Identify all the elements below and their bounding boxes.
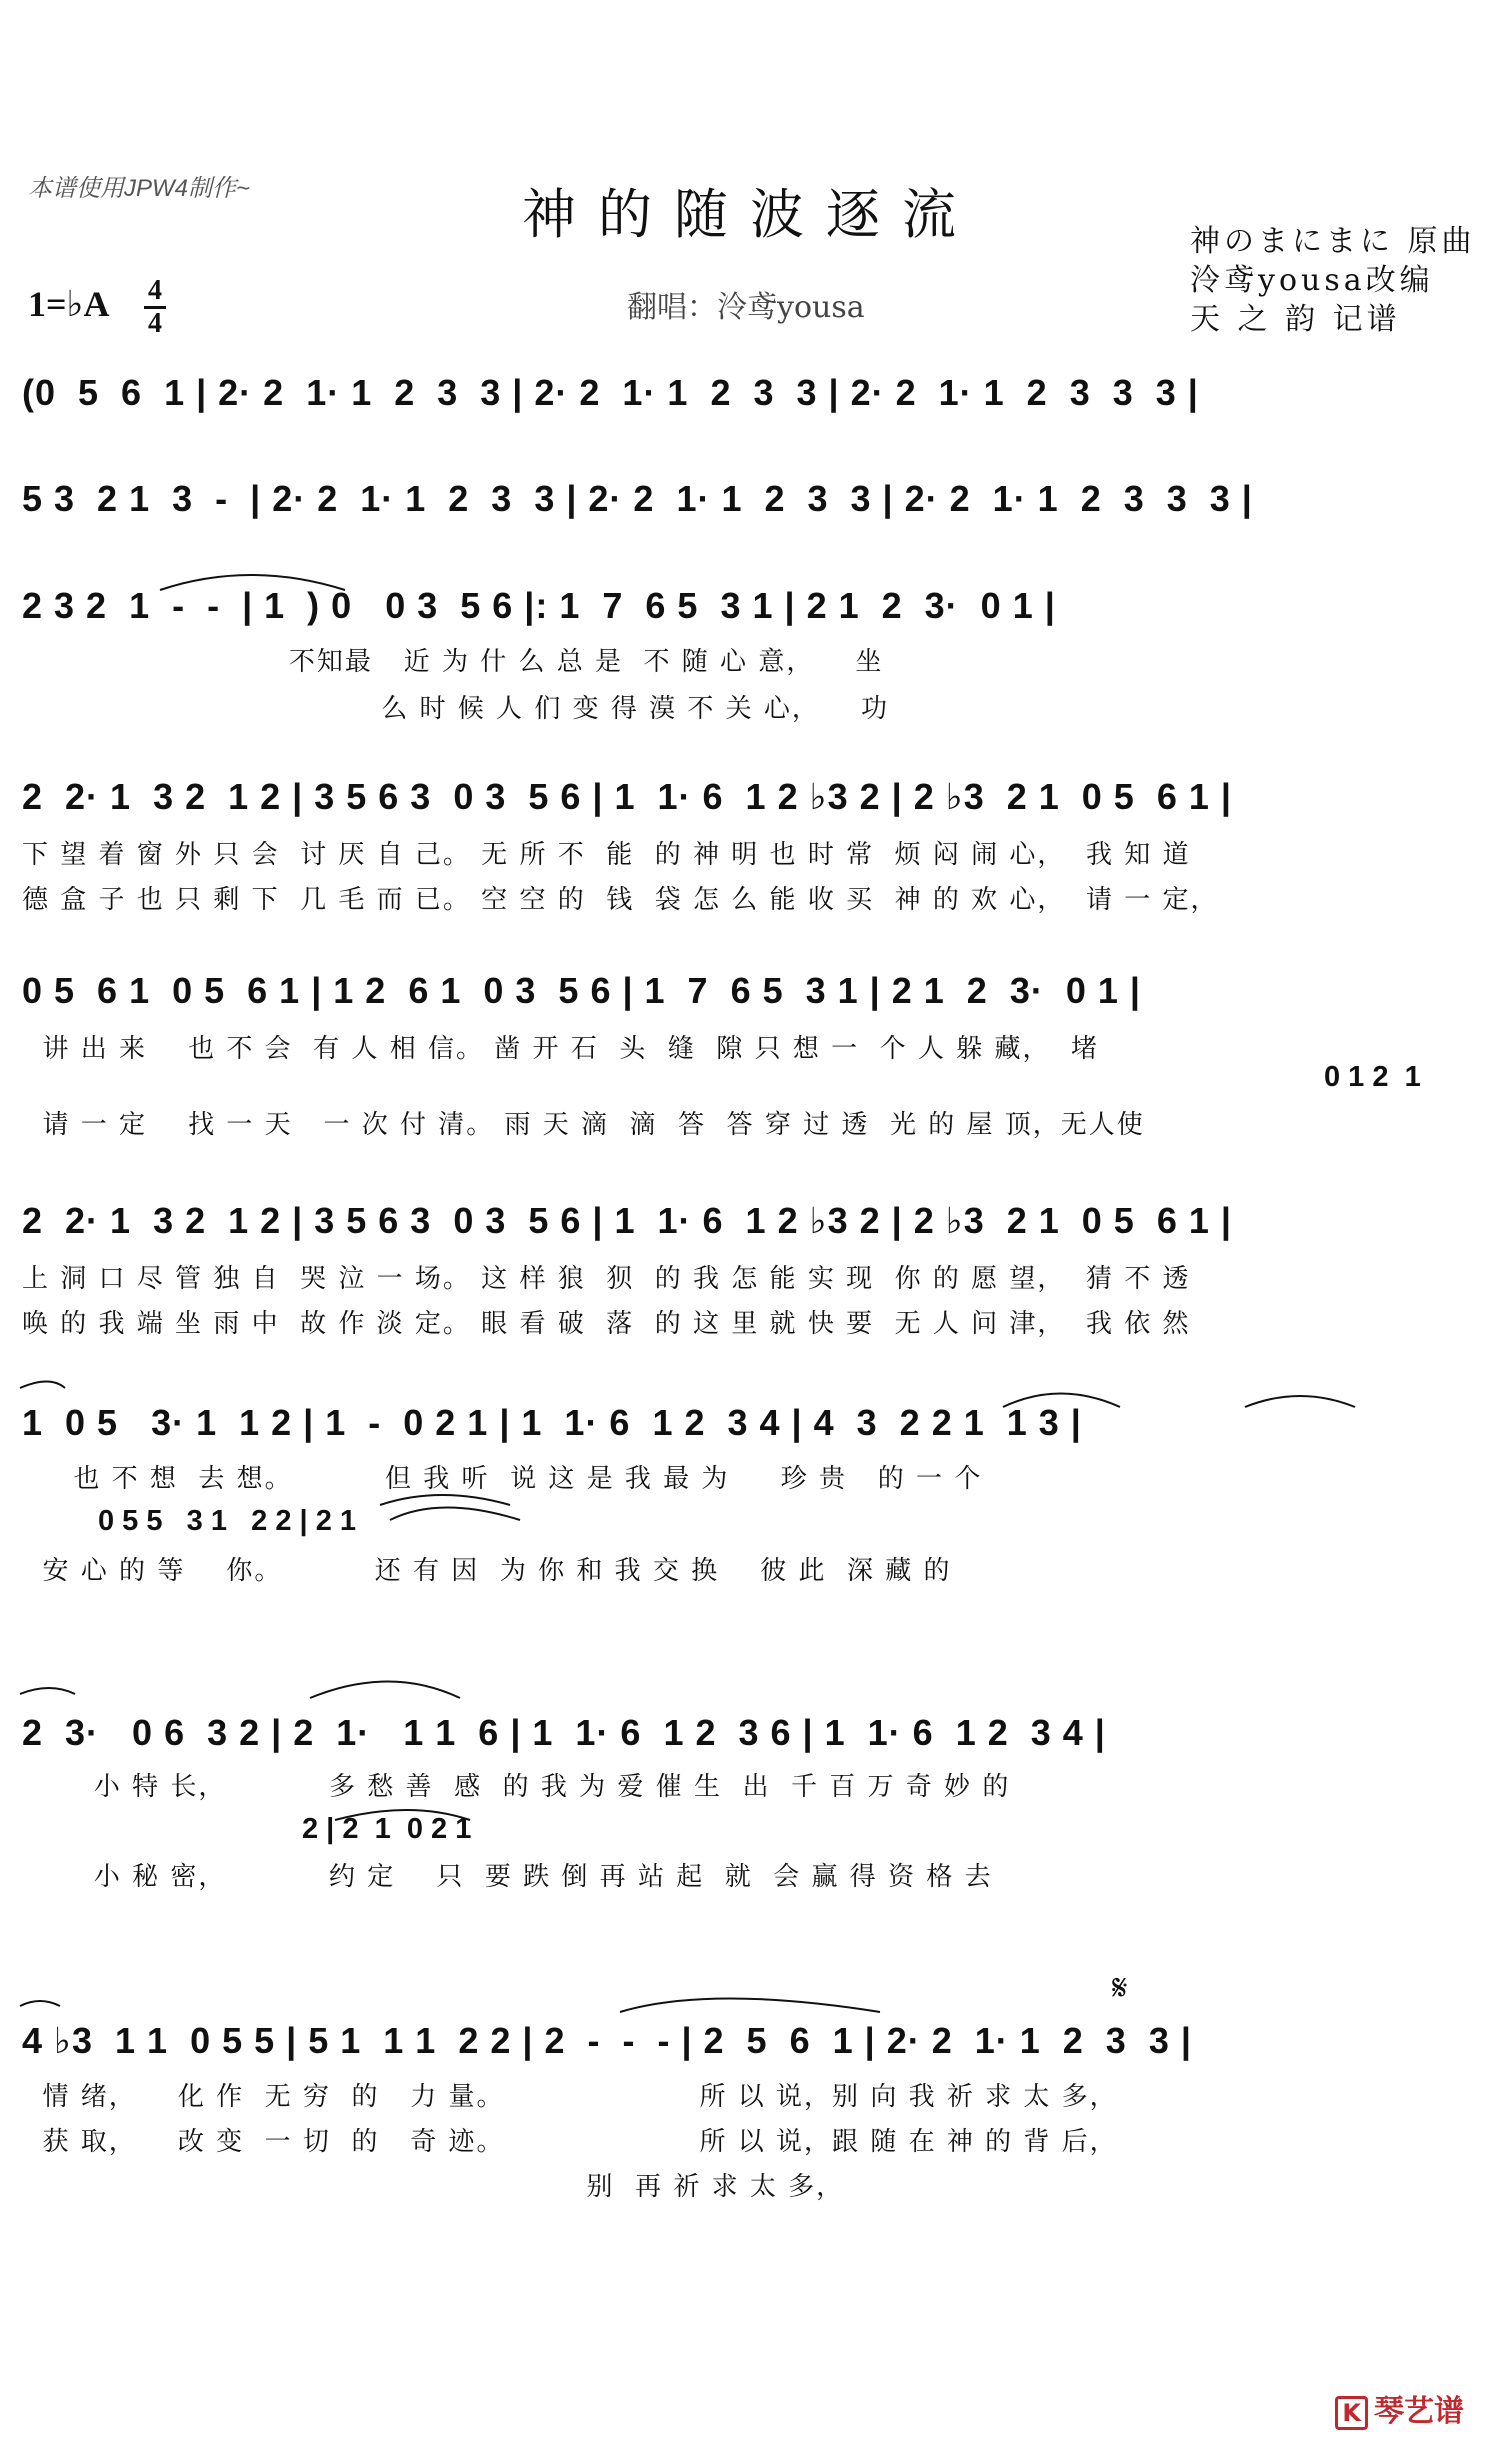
site-watermark xyxy=(1335,2386,1464,2430)
slur-arc xyxy=(390,1508,520,1521)
slur-arc xyxy=(310,1682,460,1699)
lyric-verse-2: 获 取， 改 变 一 切 的 奇 迹。 所 以 说，跟 随 在 神 的 背 后， xyxy=(22,2127,1118,2157)
slur-arc xyxy=(380,1495,510,1505)
notes-line: (0 5 6 1 | 2· 2 1· 1 2 3 3 | 2· 2 1· 1 2 3 3 | 2· 2 1· 1 2 3 3 3 | xyxy=(22,372,1199,413)
credit-arranger: 泠鸢yousa改编 xyxy=(1190,263,1434,298)
slur-arc xyxy=(1003,1394,1120,1408)
lyric-verse-2: 请 一 定 找 一 天 一 次 付 清。 雨 天 滴 滴 答 答 穿 过 透 光 的 屋 顶，无人使 xyxy=(22,1110,1145,1140)
lyric-verse-2: 德 盒 子 也 只 剩 下 几 毛 而 已。 空 空 的 钱 袋 怎 么 能 收 买 神 的 欢 心， 请 一 定， xyxy=(22,885,1219,915)
lyric-verse-1: 情 绪， 化 作 无 穷 的 力 量。 所 以 说，别 向 我 祈 求 太 多， xyxy=(22,2082,1118,2112)
slur-arc xyxy=(20,1382,65,1389)
notes-line: 4 ♭3 1 1 0 5 5 | 5 1 1 1 2 2 | 2 - - - | 2 5 6 1 | 2· 2 1· 1 2 3 3 | xyxy=(22,2020,1192,2061)
notes-line: 2 3· 0 6 3 2 | 2 1· 1 1 6 | 1 1· 6 1 2 3 6 | 1 1· 6 1 2 3 4 | xyxy=(22,1712,1106,1753)
notes-line: 1 0 5 3· 1 1 2 | 1 - 0 2 1 | 1 1· 6 1 2 3 4 | 4 3 2 2 1 1 3 | xyxy=(22,1402,1082,1443)
credit-original: 神のまにまに 原曲 xyxy=(1190,224,1476,259)
lyric-verse-1: 上 洞 口 尽 管 独 自 哭 泣 一 场。 这 样 狼 狈 的 我 怎 能 实 现 你 的 愿 望， 猜 不 透 xyxy=(22,1264,1191,1294)
alt-notes: 0 5 5 3 1 2 2 | 2 1 xyxy=(98,1505,357,1537)
alt-notes: 2 | 2 1 0 2 1 xyxy=(302,1813,472,1845)
maker-note: 本谱使用JPW4制作~ xyxy=(28,175,251,202)
slur-arc xyxy=(160,575,345,590)
lyric-verse-1: 下 望 着 窗 外 只 会 讨 厌 自 己。 无 所 不 能 的 神 明 也 时 常 烦 闷 闹 心， 我 知 道 xyxy=(22,840,1191,870)
segno-icon: 𝄋 xyxy=(1112,1968,1128,2009)
lyric-verse-2: 安 心 的 等 你。 还 有 因 为 你 和 我 交 换 彼 此 深 藏 的 xyxy=(22,1556,952,1586)
notes-line: 2 3 2 1 - - | 1 ) 0 0 3 5 6 |: 1 7 6 5 3 1 | 2 1 2 3· 0 1 | xyxy=(22,585,1056,626)
credit-transcriber: 天 之 韵 记谱 xyxy=(1190,302,1401,337)
singer: 翻唱：泠鸢yousa xyxy=(627,290,865,325)
lyric-verse-1: 也 不 想 去 想。 但 我 听 说 这 是 我 最 为 珍 贵 的 一 个 xyxy=(22,1464,983,1494)
key-signature: 1=♭A xyxy=(28,284,110,324)
slur-arc xyxy=(620,1999,880,2013)
notes-line: 2 2· 1 3 2 1 2 | 3 5 6 3 0 3 5 6 | 1 1· 6 1 2 ♭3 2 | 2 ♭3 2 1 0 5 6 1 | xyxy=(22,776,1232,817)
notes-line: 0 5 6 1 0 5 6 1 | 1 2 6 1 0 3 5 6 | 1 7 6 5 3 1 | 2 1 2 3· 0 1 | xyxy=(22,970,1141,1011)
lyric-verse-1: 不知最 近 为 什 么 总 是 不 随 心 意， 坐 xyxy=(22,647,884,677)
lyric-verse-2: 小 秘 密， 约 定 只 要 跌 倒 再 站 起 就 会 赢 得 资 格 去 xyxy=(22,1862,993,1892)
meter-top: 4 xyxy=(148,275,162,306)
lyric-verse-1: 讲 出 来 也 不 会 有 人 相 信。 凿 开 石 头 缝 隙 只 想 一 个 人 躲 藏， 堵 xyxy=(22,1034,1099,1064)
lyric-verse-1: 小 特 长， 多 愁 善 感 的 我 为 爱 催 生 出 千 百 万 奇 妙 的 xyxy=(22,1772,1011,1802)
alt-notes: 0 1 2 1 xyxy=(1324,1061,1421,1093)
watermark-logo: K xyxy=(1335,2396,1368,2430)
notes-line: 2 2· 1 3 2 1 2 | 3 5 6 3 0 3 5 6 | 1 1· 6 1 2 ♭3 2 | 2 ♭3 2 1 0 5 6 1 | xyxy=(22,1200,1232,1241)
slur-arc xyxy=(1245,1396,1355,1407)
lyric-verse-2: 唤 的 我 端 坐 雨 中 故 作 淡 定。 眼 看 破 落 的 这 里 就 快 要 无 人 问 津， 我 依 然 xyxy=(22,1309,1191,1339)
lyric-verse-2: 么 时 候 人 们 变 得 漠 不 关 心， 功 xyxy=(22,694,889,724)
slur-arc xyxy=(335,1810,470,1820)
song-title: 神的随波逐流 xyxy=(522,183,978,246)
watermark-text: 琴艺谱 xyxy=(1374,2394,1464,2429)
slur-arc xyxy=(20,2001,60,2006)
notes-line: 5 3 2 1 3 - | 2· 2 1· 1 2 3 3 | 2· 2 1· 1 2 3 3 | 2· 2 1· 1 2 3 3 3 | xyxy=(22,478,1253,519)
lyric-verse-3: 别 再 祈 求 太 多， xyxy=(22,2172,845,2202)
meter-bottom: 4 xyxy=(148,308,162,339)
slur-arc xyxy=(20,1688,75,1694)
